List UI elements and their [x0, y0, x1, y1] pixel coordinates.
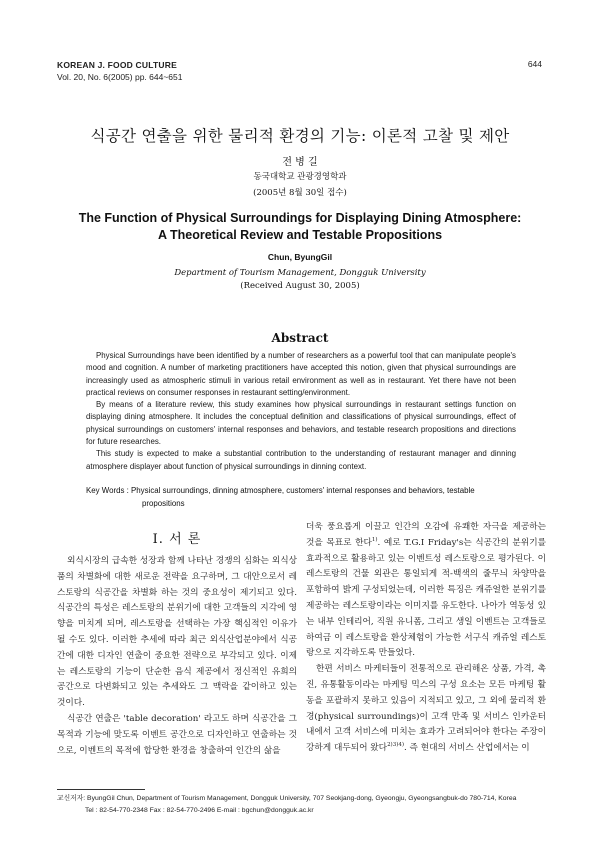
abstract-paragraph: By means of a literature review, this study examines how physical surroundings in restaurant settings function on displaying dining atmosphere. It includes the conceptual definition and classifications of physical surroundings, effect of physical surroundings on customers' internal responses and behaviors, and testable research propositions and directions for future researches. — [86, 400, 516, 447]
body-text: . 즉 현대의 서비스 산업에서는 이 — [404, 743, 530, 754]
body-column-right — [306, 520, 546, 757]
english-title-line-2: A Theoretical Review and Testable Propositions — [157, 228, 443, 242]
korean-title: 식공간 연출을 위한 물리적 환경의 기능: 이론적 고찰 및 제안 — [90, 127, 510, 145]
english-received-date: (Received August 30, 2005) — [240, 281, 360, 291]
english-affiliation: Department of Tourism Management, Dongguk University — [174, 268, 426, 278]
body-text: 한편 서비스 마케터들이 전통적으로 관리해온 상품, 가격, 촉진, 유통활동이라는 마케팅 믹스의 구성 요소는 모든 마케팅 활동을 포괄하지 못하고 있음이 지적되고 있고, 그 외에 물리적 환경(physical surroundings)이 고객 만족 및 서비스 인카운터 내에서 고객 서비스에 미치는 효과가 고려되어야 한다는 주장이 강하게 대두되어 왔다 — [306, 664, 546, 754]
citation-ref: 2)3)4) — [387, 742, 404, 749]
keywords-label: Key Words : — [86, 486, 129, 495]
volume-info: Vol. 20, No. 6(2005) pp. 644~651 — [57, 72, 183, 82]
body-text: . 예로 T.G.I Friday's는 식공간의 분위기를 효과적으로 활용하고 있는 이벤트성 레스토랑으로 평가된다. 이 레스토랑의 건물 외관은 통일되게 적-백색의 줄무늬 차양막을 포함하여 밝게 구성되었는데, 이러한 특징은 캐쥬얼한 분위기를 제공하는 레스토랑이라는 이미지를 유도한다. 나아가 역동성 있는 내부 인테리어, 직원 유니폼, 그리고 생일 이벤트는 고객들로 하여금 이 레스토랑을 환상체험이 가능한 서구식 캐쥬얼 레스토랑으로 지각하도록 만들었다. — [306, 537, 546, 659]
keywords-text: Physical surroundings, dinning atmosphere, customers' internal responses and behaviors, testable — [131, 486, 475, 495]
page-number: 644 — [527, 59, 542, 69]
korean-received-date: (2005년 8월 30일 접수) — [253, 188, 347, 198]
body-column-left — [57, 554, 297, 759]
english-author: Chun, ByungGil — [267, 252, 333, 262]
keywords-text-continued: propositions — [142, 499, 185, 508]
journal-name: KOREAN J. FOOD CULTURE — [57, 60, 177, 70]
corresponding-author-footnote — [57, 793, 547, 816]
body-paragraph — [306, 662, 546, 757]
footnote-line: Tel : 82-54-770-2348 Fax : 82-54-770-2496 E-mail : bgchun@dongguk.ac.kr — [85, 806, 314, 814]
footnote-divider — [57, 789, 145, 790]
body-text: 더욱 풍요롭게 이끌고 인간의 오감에 유쾌한 자극을 제공하는 것을 목표로 한다 — [306, 522, 546, 548]
body-paragraph: 외식시장의 급속한 성장과 함께 나타난 경쟁의 심화는 외식상품의 차별화에 대한 새로운 전략을 요구하며, 그 대안으로서 레스토랑의 식공간을 차별화 하는 것의 중요성이 제기되고 있다. 식공간의 특성은 레스토랑의 분위기에 대한 고객들의 지각에 영향을 미치게 되며, 레스토랑을 선택하는 가장 핵심적인 이유가 될 수도 있다. 이러한 추세에 따라 최근 외식산업분야에서 식공간에 대한 디자인 연출이 중요한 전략으로 부각되고 있다. 이제는 레스토랑의 기능이 단순한 음식 제공에서 정신적인 유희의 공간으로 다변화되고 있는 추세와도 그 맥락을 같이하고 있는 것이다. — [57, 556, 297, 709]
korean-author: 전 병 길 — [282, 157, 318, 168]
abstract-paragraph: This study is expected to make a substantial contribution to the understanding of restaurant manager and dinning atmosphere displayer about function of physical surroundings in dinning context. — [86, 449, 516, 471]
english-title-line-1: The Function of Physical Surroundings for Displaying Dining Atmosphere: — [78, 211, 522, 225]
abstract-paragraph: Physical Surroundings have been identified by a number of researchers as a powerful tool that can manipulate people's mood and cognition. A number of marketing practitioners have accepted this notion, given that physical surroundings are increasingly used as atmospheric stimuli in various retail environment as well as in restaurant. Yet there have not been practical reviews on consumer responses in restaurant setting/environment. — [86, 351, 516, 397]
journal-header — [57, 59, 182, 83]
korean-affiliation: 동국대학교 관광경영학과 — [253, 172, 347, 182]
citation-ref: 1) — [371, 536, 378, 543]
abstract-body — [86, 350, 516, 473]
body-paragraph: 식공간 연출은 'table decoration' 라고도 하며 식공간을 그 목적과 기능에 맞도록 이벤트 공간으로 디자인하고 연출하는 것으로, 이벤트의 목적에 합당한 환경을 창출하여 인간의 삶을 — [57, 713, 297, 756]
body-paragraph — [306, 520, 546, 662]
section-heading-introduction: I. 서 론 — [152, 532, 202, 547]
abstract-heading: Abstract — [271, 331, 329, 345]
keywords — [86, 484, 516, 510]
footnote-line: 교신저자: ByungGil Chun, Department of Tourism Management, Dongguk University, 707 Seokjang-dong, Gyeongju, Gyeongsangbuk-do 780-714, Korea — [57, 795, 517, 802]
